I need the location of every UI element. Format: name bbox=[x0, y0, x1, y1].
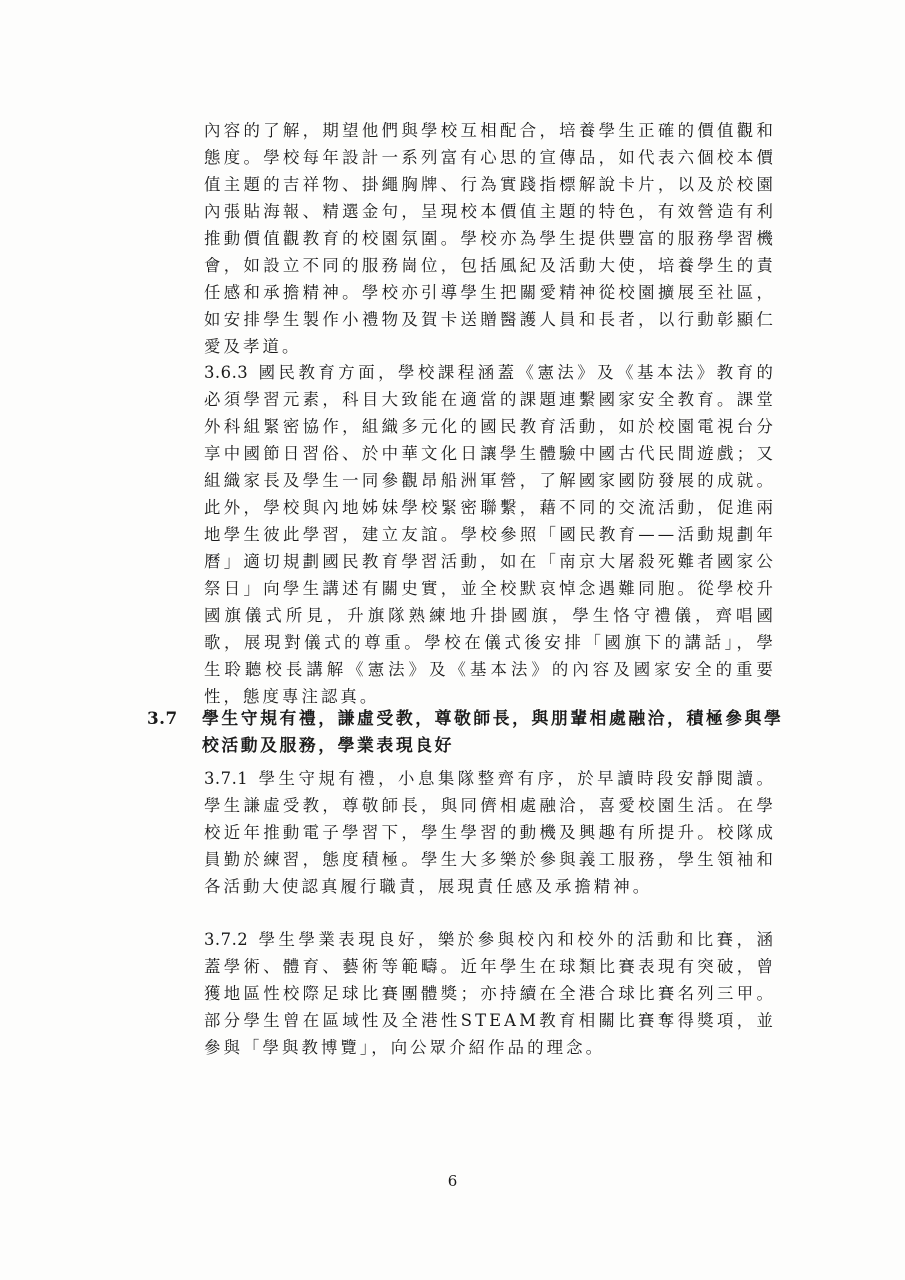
section-number: 3.7 bbox=[147, 708, 178, 728]
paragraph-text: 學生學業表現良好，樂於參與校內和校外的活動和比賽，涵蓋學術、體育、藝術等範疇。近年學生在球類比賽表現有突破，曾獲地區性校際足球比賽團體獎；亦持續在全港合球比賽名列三甲。部分學生曾在區域性及全港性STEAM教育相關比賽奪得獎項，並參與「學與教博覽」，向公眾介紹作品的理念。 bbox=[204, 930, 776, 1057]
paragraph-number: 3.6.3 bbox=[204, 363, 249, 382]
paragraph-text: 內容的了解，期望他們與學校互相配合，培養學生正確的價值觀和態度。學校每年設計一系列富有心思的宣傳品，如代表六個校本價值主題的吉祥物、掛繩胸牌、行為實踐指標解說卡片，以及於校園內張貼海報、精選金句，呈現校本價值主題的特色，有效營造有利推動價值觀教育的校園氛圍。學校亦為學生提供豐富的服務學習機會，如設立不同的服務崗位，包括風紀及活動大使，培養學生的責任感和承擔精神。學校亦引導學生把關愛精神從校園擴展至社區，如安排學生製作小禮物及賀卡送贈醫護人員和長者，以行動彰顯仁愛及孝道。 bbox=[204, 121, 776, 356]
paragraph-text: 國民教育方面，學校課程涵蓋《憲法》及《基本法》教育的必須學習元素，科目大致能在適當的課題連繫國家安全教育。課堂外科組緊密協作，組織多元化的國民教育活動，如於校園電視台分享中國節日習俗、於中華文化日讓學生體驗中國古代民間遊戲；又組織家長及學生一同參觀昂船洲軍營，了解國家國防發展的成就。此外，學校與內地姊妹學校緊密聯繫，藉不同的交流活動，促進兩地學生彼此學習，建立友誼。學校參照「國民教育——活動規劃年曆」適切規劃國民教育學習活動，如在「南京大屠殺死難者國家公祭日」向學生講述有關史實，並全校默哀悼念遇難同胞。從學校升國旗儀式所見，升旗隊熟練地升掛國旗，學生恪守禮儀，齊唱國歌，展現對儀式的尊重。學校在儀式後安排「國旗下的講話」，學生聆聽校長講解《憲法》及《基本法》的內容及國家安全的重要性，態度專注認真。 bbox=[204, 363, 776, 706]
paragraph-3-7-2 bbox=[204, 926, 776, 1061]
paragraph-3-6-3 bbox=[204, 359, 776, 710]
paragraph-values-education bbox=[204, 117, 776, 360]
paragraph-text: 學生守規有禮，小息集隊整齊有序，於早讀時段安靜閱讀。學生謙虛受教，尊敬師長，與同儕相處融洽，喜愛校園生活。在學校近年推動電子學習下，學生學習的動機及興趣有所提升。校隊成員勤於練習，態度積極。學生大多樂於參與義工服務，學生領袖和各活動大使認真履行職責，展現責任感及承擔精神。 bbox=[204, 769, 776, 896]
page-number: 6 bbox=[447, 1172, 458, 1190]
paragraph-number: 3.7.2 bbox=[204, 930, 249, 949]
section-title: 學生守規有禮，謙虛受教，尊敬師長，與朋輩相處融洽，積極參與學校活動及服務，學業表現良好 bbox=[202, 708, 784, 755]
paragraph-number: 3.7.1 bbox=[204, 769, 249, 788]
paragraph-3-7-1 bbox=[204, 765, 776, 900]
